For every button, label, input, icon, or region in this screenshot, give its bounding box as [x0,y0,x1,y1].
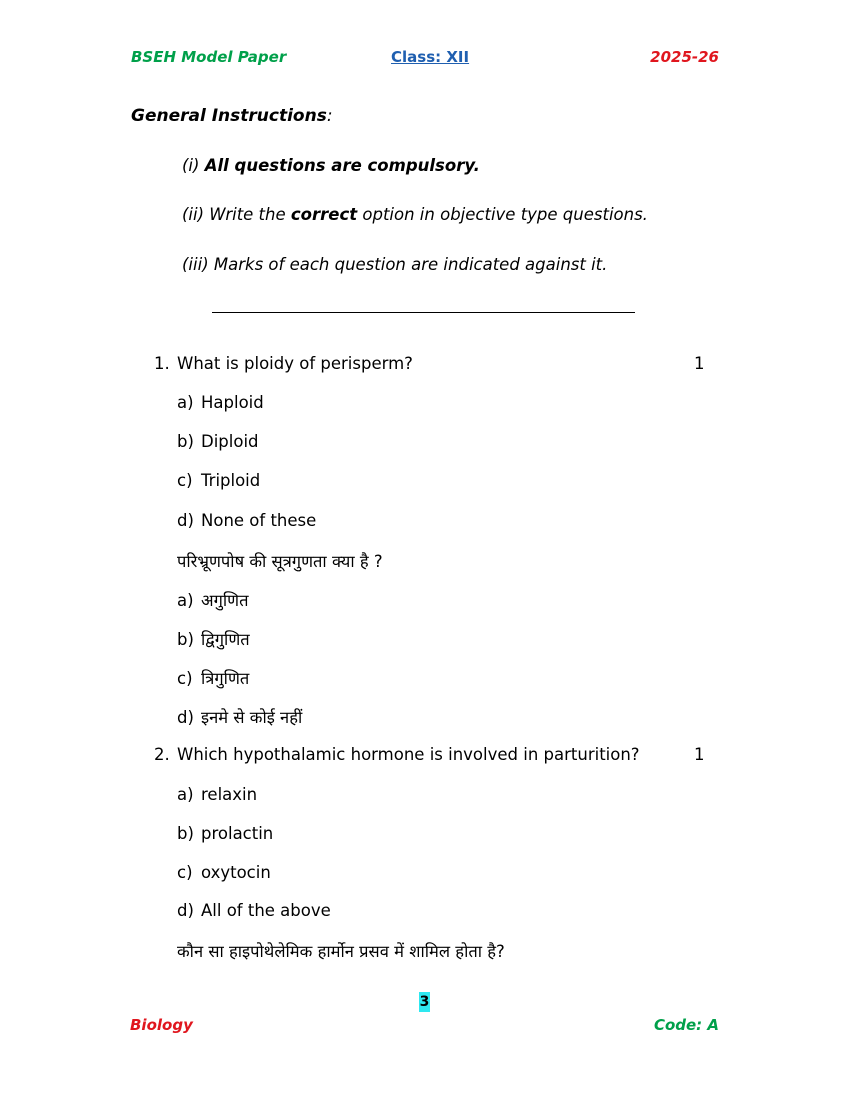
option-text: Triploid [201,471,261,490]
option-letter: d) [177,708,194,727]
hindi-option-item [177,666,249,689]
instruction-bold-text: correct [290,205,358,224]
option-text: त्रिगुणित [201,669,250,688]
option-item [177,785,257,804]
instruction-text: Write the [209,205,286,224]
option-item [177,901,331,920]
page-number: 3 [419,994,430,1010]
option-text: द्विगुणित [201,630,250,649]
option-text: oxytocin [201,863,271,882]
header-class-link[interactable]: Class: XII [391,48,470,66]
hindi-option-item [177,588,249,611]
header-session: 2025-26 [650,48,719,66]
option-letter: b) [177,824,194,843]
general-instructions-title: General Instructions [131,106,327,126]
instruction-item [182,255,607,274]
option-item [177,511,316,530]
separator-line [212,312,635,313]
option-item [177,863,271,882]
option-text: None of these [201,511,317,530]
option-item [177,824,273,843]
footer-subject: Biology [130,1016,193,1034]
option-letter: d) [177,901,194,920]
instruction-item [182,205,648,224]
instruction-prefix: (iii) [182,255,209,274]
question-marks: 1 [694,745,705,764]
option-letter: b) [177,630,194,649]
instruction-item [182,156,480,175]
option-letter: c) [177,471,193,490]
option-letter: c) [177,669,193,688]
option-item [177,471,260,490]
instruction-bold-text: All questions are compulsory. [204,156,480,175]
hindi-option-item [177,627,250,650]
option-letter: a) [177,393,194,412]
option-text: Diploid [201,432,259,451]
option-text: इनमे से कोई नहीं [201,708,303,727]
option-letter: b) [177,432,194,451]
general-instructions-colon: : [326,106,333,126]
question-number: 1. [154,354,170,373]
instruction-prefix: (ii) [182,205,205,224]
header-paper-title: BSEH Model Paper [131,48,287,66]
question-marks: 1 [694,354,705,373]
question-number: 2. [154,745,170,764]
option-letter: a) [177,785,194,804]
question-hindi-text: कौन सा हाइपोथेलेमिक हार्मोन प्रसव में शामिल होता है? [177,942,505,961]
hindi-option-item [177,705,302,728]
option-letter: c) [177,863,193,882]
instruction-text: Marks of each question are indicated against it. [213,255,608,274]
option-letter: d) [177,511,194,530]
question-text: Which hypothalamic hormone is involved in parturition? [177,745,640,764]
instruction-text: option in objective type questions. [362,205,648,224]
question-hindi-text: परिभ्रूणपोष की सूत्रगुणता क्या है ? [177,552,383,571]
option-text: prolactin [201,824,274,843]
option-text: Haploid [201,393,264,412]
option-item [177,432,259,451]
instruction-prefix: (i) [182,156,200,175]
option-text: अगुणित [201,591,249,610]
option-item [177,393,264,412]
option-text: relaxin [201,785,258,804]
option-letter: a) [177,591,194,610]
general-instructions-heading [131,106,333,126]
question-text: What is ploidy of perisperm? [177,354,413,373]
option-text: All of the above [201,901,331,920]
footer-code: Code: A [653,1016,719,1034]
